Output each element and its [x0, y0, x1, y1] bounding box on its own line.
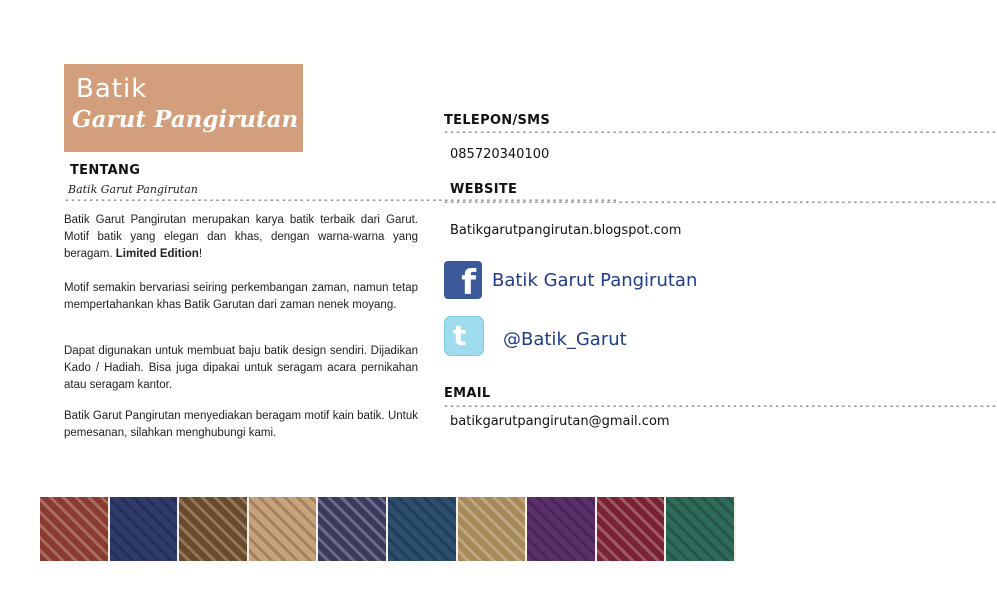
website-divider: -------------------------------------------------------------------------------------------- — [443, 197, 997, 208]
batik-photo — [666, 497, 736, 561]
brand-logo — [64, 64, 303, 152]
about-paragraph-1: Batik Garut Pangirutan merupakan karya batik terbaik dari Garut. Motif batik yang elegan dan khas, dengan warna-warna yang beragam. Limited Edition! — [64, 214, 418, 260]
email-divider: -------------------------------------------------------------------------------------------- — [443, 401, 997, 412]
batik-photo — [388, 497, 458, 561]
about-divider: -------------------------------------------------------------------------------------------- — [64, 195, 618, 206]
facebook-link[interactable]: Batik Garut Pangirutan — [492, 270, 698, 291]
batik-photo — [527, 497, 597, 561]
phone-number: 085720340100 — [450, 147, 550, 162]
twitter-link[interactable]: @Batik_Garut — [503, 329, 627, 350]
about-subheading: Batik Garut Pangirutan — [68, 183, 198, 196]
batik-photo — [179, 497, 249, 561]
batik-gallery-strip — [40, 497, 736, 561]
facebook-icon[interactable]: f — [444, 261, 482, 299]
phone-divider: -------------------------------------------------------------------------------------------- — [443, 127, 997, 138]
about-paragraph-3: Dapat digunakan untuk membuat baju batik design sendiri. Dijadikan Kado / Hadiah. Bisa juga dipakai untuk seragam acara pernikahan atau seragam kantor. — [64, 345, 418, 391]
about-paragraph-4: Batik Garut Pangirutan menyediakan beragam motif kain batik. Untuk pemesanan, silahkan menghubungi kami. — [64, 410, 418, 439]
limited-edition-label: Limited Edition — [115, 248, 199, 260]
batik-photo — [318, 497, 388, 561]
batik-photo — [458, 497, 528, 561]
logo-subtitle: Garut Pangirutan — [72, 106, 299, 133]
website-link[interactable]: Batikgarutpangirutan.blogspot.com — [450, 223, 682, 238]
twitter-icon[interactable]: t — [444, 316, 484, 356]
logo-title: Batik — [76, 74, 148, 104]
email-address[interactable]: batikgarutpangirutan@gmail.com — [450, 414, 670, 429]
website-heading: WEBSITE — [450, 182, 518, 197]
batik-photo — [249, 497, 319, 561]
about-heading: TENTANG — [70, 163, 141, 178]
about-paragraph-2: Motif semakin bervariasi seiring perkembangan zaman, namun tetap mempertahankan khas Batik Garutan dari zaman nenek moyang. — [64, 282, 418, 311]
batik-photo — [40, 497, 110, 561]
batik-photo — [597, 497, 667, 561]
phone-heading: TELEPON/SMS — [444, 113, 551, 128]
email-heading: EMAIL — [444, 386, 491, 401]
batik-photo — [110, 497, 180, 561]
